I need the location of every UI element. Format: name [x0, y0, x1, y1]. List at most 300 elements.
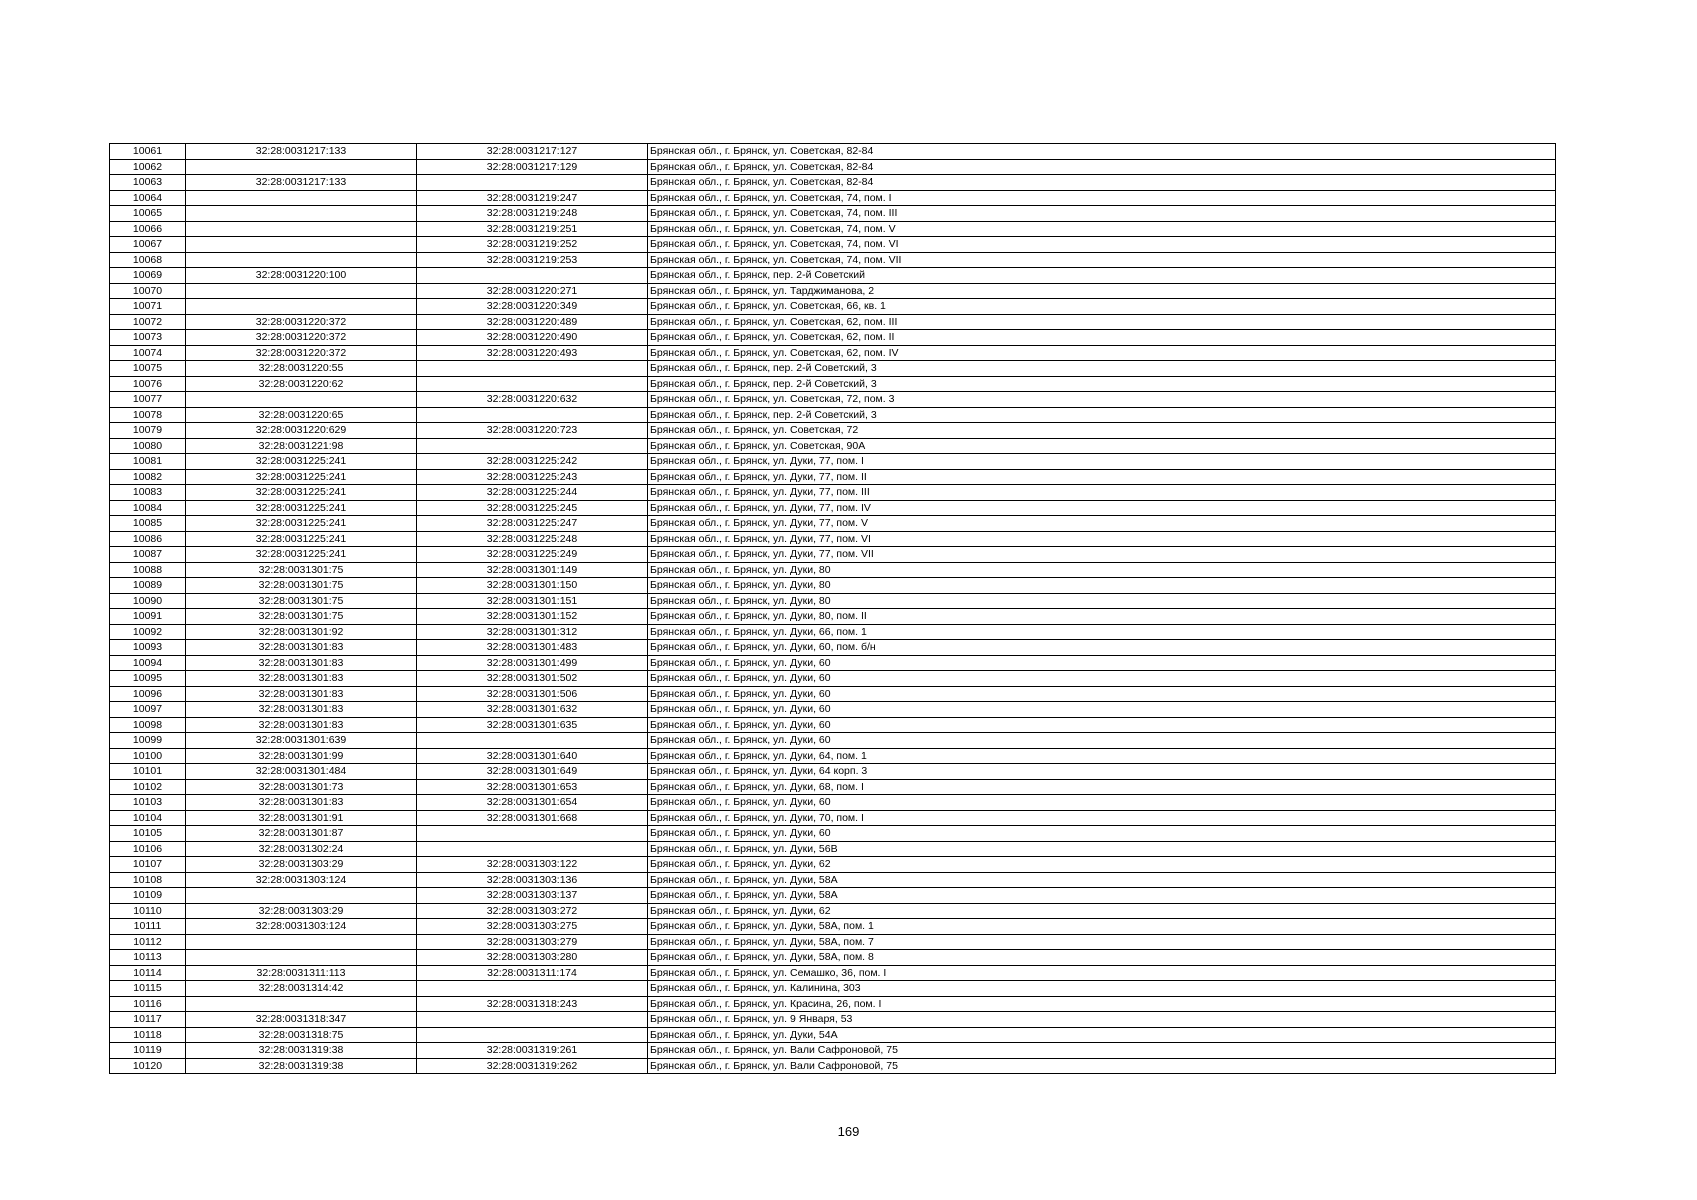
address-cell: Брянская обл., г. Брянск, ул. Советская, 82-84: [648, 144, 1556, 160]
parcel-cadastral-number-cell: 32:28:0031301:75: [186, 578, 417, 594]
address-cell: Брянская обл., г. Брянск, ул. Дуки, 54А: [648, 1027, 1556, 1043]
record-number-cell: 10067: [110, 237, 186, 253]
object-cadastral-number-cell: 32:28:0031301:151: [417, 593, 648, 609]
address-cell: Брянская обл., г. Брянск, ул. Дуки, 56В: [648, 841, 1556, 857]
object-cadastral-number-cell: 32:28:0031301:635: [417, 717, 648, 733]
parcel-cadastral-number-cell: 32:28:0031301:75: [186, 609, 417, 625]
parcel-cadastral-number-cell: 32:28:0031225:241: [186, 500, 417, 516]
address-cell: Брянская обл., г. Брянск, ул. Дуки, 58А, пом. 8: [648, 950, 1556, 966]
table-row: [110, 516, 1556, 532]
parcel-cadastral-number-cell: 32:28:0031220:65: [186, 407, 417, 423]
address-cell: Брянская обл., г. Брянск, ул. Дуки, 77, пом. IV: [648, 500, 1556, 516]
record-number-cell: 10074: [110, 345, 186, 361]
object-cadastral-number-cell: 32:28:0031219:248: [417, 206, 648, 222]
record-number-cell: 10112: [110, 934, 186, 950]
record-number-cell: 10111: [110, 919, 186, 935]
address-cell: Брянская обл., г. Брянск, ул. Дуки, 77, пом. VII: [648, 547, 1556, 563]
record-number-cell: 10101: [110, 764, 186, 780]
parcel-cadastral-number-cell: 32:28:0031318:347: [186, 1012, 417, 1028]
object-cadastral-number-cell: 32:28:0031301:152: [417, 609, 648, 625]
table-row: [110, 547, 1556, 563]
parcel-cadastral-number-cell: 32:28:0031301:83: [186, 640, 417, 656]
table-row: [110, 1058, 1556, 1074]
object-cadastral-number-cell: 32:28:0031225:247: [417, 516, 648, 532]
object-cadastral-number-cell: 32:28:0031301:502: [417, 671, 648, 687]
object-cadastral-number-cell: 32:28:0031225:244: [417, 485, 648, 501]
address-cell: Брянская обл., г. Брянск, ул. Дуки, 60: [648, 686, 1556, 702]
parcel-cadastral-number-cell: 32:28:0031220:372: [186, 330, 417, 346]
parcel-cadastral-number-cell: [186, 283, 417, 299]
parcel-cadastral-number-cell: 32:28:0031311:113: [186, 965, 417, 981]
table-row: [110, 717, 1556, 733]
object-cadastral-number-cell: 32:28:0031303:137: [417, 888, 648, 904]
table-row: [110, 438, 1556, 454]
object-cadastral-number-cell: 32:28:0031217:129: [417, 159, 648, 175]
table-row: [110, 221, 1556, 237]
record-number-cell: 10086: [110, 531, 186, 547]
address-cell: Брянская обл., г. Брянск, ул. Дуки, 80: [648, 562, 1556, 578]
parcel-cadastral-number-cell: 32:28:0031220:372: [186, 314, 417, 330]
table-row: [110, 345, 1556, 361]
record-number-cell: 10110: [110, 903, 186, 919]
address-cell: Брянская обл., г. Брянск, ул. Дуки, 80, пом. II: [648, 609, 1556, 625]
record-number-cell: 10114: [110, 965, 186, 981]
address-cell: Брянская обл., г. Брянск, ул. Дуки, 64 корп. 3: [648, 764, 1556, 780]
object-cadastral-number-cell: 32:28:0031219:247: [417, 190, 648, 206]
address-cell: Брянская обл., г. Брянск, ул. Дуки, 58А, пом. 1: [648, 919, 1556, 935]
parcel-cadastral-number-cell: [186, 950, 417, 966]
record-number-cell: 10104: [110, 810, 186, 826]
parcel-cadastral-number-cell: 32:28:0031220:629: [186, 423, 417, 439]
address-cell: Брянская обл., г. Брянск, ул. Советская, 66, кв. 1: [648, 299, 1556, 315]
parcel-cadastral-number-cell: 32:28:0031301:83: [186, 702, 417, 718]
parcel-cadastral-number-cell: 32:28:0031301:83: [186, 717, 417, 733]
address-cell: Брянская обл., г. Брянск, ул. Тарджиманова, 2: [648, 283, 1556, 299]
address-cell: Брянская обл., г. Брянск, ул. Дуки, 60: [648, 702, 1556, 718]
parcel-cadastral-number-cell: 32:28:0031221:98: [186, 438, 417, 454]
object-cadastral-number-cell: 32:28:0031303:122: [417, 857, 648, 873]
parcel-cadastral-number-cell: 32:28:0031225:241: [186, 531, 417, 547]
record-number-cell: 10106: [110, 841, 186, 857]
table-row: [110, 531, 1556, 547]
record-number-cell: 10084: [110, 500, 186, 516]
record-number-cell: 10085: [110, 516, 186, 532]
table-row: [110, 485, 1556, 501]
parcel-cadastral-number-cell: 32:28:0031301:83: [186, 671, 417, 687]
record-number-cell: 10061: [110, 144, 186, 160]
record-number-cell: 10082: [110, 469, 186, 485]
address-cell: Брянская обл., г. Брянск, ул. Дуки, 58А, пом. 7: [648, 934, 1556, 950]
table-row: [110, 826, 1556, 842]
table-row: [110, 237, 1556, 253]
record-number-cell: 10070: [110, 283, 186, 299]
object-cadastral-number-cell: 32:28:0031301:483: [417, 640, 648, 656]
parcel-cadastral-number-cell: 32:28:0031301:75: [186, 593, 417, 609]
object-cadastral-number-cell: 32:28:0031301:149: [417, 562, 648, 578]
parcel-cadastral-number-cell: [186, 299, 417, 315]
address-cell: Брянская обл., г. Брянск, ул. Дуки, 58А: [648, 888, 1556, 904]
object-cadastral-number-cell: 32:28:0031225:249: [417, 547, 648, 563]
parcel-cadastral-number-cell: 32:28:0031301:73: [186, 779, 417, 795]
object-cadastral-number-cell: 32:28:0031220:349: [417, 299, 648, 315]
address-cell: Брянская обл., г. Брянск, ул. Дуки, 77, пом. III: [648, 485, 1556, 501]
address-cell: Брянская обл., г. Брянск, ул. Советская, 74, пом. V: [648, 221, 1556, 237]
table-row: [110, 252, 1556, 268]
address-cell: Брянская обл., г. Брянск, пер. 2-й Советский, 3: [648, 407, 1556, 423]
object-cadastral-number-cell: 32:28:0031225:248: [417, 531, 648, 547]
parcel-cadastral-number-cell: 32:28:0031303:124: [186, 872, 417, 888]
parcel-cadastral-number-cell: [186, 221, 417, 237]
address-cell: Брянская обл., г. Брянск, ул. Дуки, 62: [648, 857, 1556, 873]
record-number-cell: 10064: [110, 190, 186, 206]
record-number-cell: 10066: [110, 221, 186, 237]
address-cell: Брянская обл., г. Брянск, ул. Дуки, 77, пом. II: [648, 469, 1556, 485]
address-cell: Брянская обл., г. Брянск, ул. Советская, 72, пом. 3: [648, 392, 1556, 408]
address-cell: Брянская обл., г. Брянск, пер. 2-й Советский: [648, 268, 1556, 284]
record-number-cell: 10077: [110, 392, 186, 408]
address-cell: Брянская обл., г. Брянск, ул. Советская, 82-84: [648, 175, 1556, 191]
parcel-cadastral-number-cell: 32:28:0031303:29: [186, 857, 417, 873]
address-cell: Брянская обл., г. Брянск, ул. Советская, 74, пом. I: [648, 190, 1556, 206]
table-row: [110, 857, 1556, 873]
record-number-cell: 10062: [110, 159, 186, 175]
address-cell: Брянская обл., г. Брянск, пер. 2-й Советский, 3: [648, 376, 1556, 392]
address-cell: Брянская обл., г. Брянск, ул. Вали Сафроновой, 75: [648, 1043, 1556, 1059]
address-cell: Брянская обл., г. Брянск, ул. Красина, 26, пом. I: [648, 996, 1556, 1012]
parcel-cadastral-number-cell: 32:28:0031225:241: [186, 516, 417, 532]
address-cell: Брянская обл., г. Брянск, ул. Советская, 62, пом. III: [648, 314, 1556, 330]
table-row: [110, 330, 1556, 346]
record-number-cell: 10075: [110, 361, 186, 377]
parcel-cadastral-number-cell: 32:28:0031220:100: [186, 268, 417, 284]
object-cadastral-number-cell: 32:28:0031220:489: [417, 314, 648, 330]
table-row: [110, 469, 1556, 485]
address-cell: Брянская обл., г. Брянск, ул. 9 Января, 53: [648, 1012, 1556, 1028]
record-number-cell: 10088: [110, 562, 186, 578]
address-cell: Брянская обл., г. Брянск, ул. Дуки, 70, пом. I: [648, 810, 1556, 826]
parcel-cadastral-number-cell: 32:28:0031303:124: [186, 919, 417, 935]
address-cell: Брянская обл., г. Брянск, ул. Дуки, 60: [648, 795, 1556, 811]
record-number-cell: 10099: [110, 733, 186, 749]
address-cell: Брянская обл., г. Брянск, ул. Дуки, 80: [648, 578, 1556, 594]
table-row: [110, 779, 1556, 795]
parcel-cadastral-number-cell: 32:28:0031301:92: [186, 624, 417, 640]
address-cell: Брянская обл., г. Брянск, ул. Дуки, 64, пом. 1: [648, 748, 1556, 764]
table-row: [110, 764, 1556, 780]
object-cadastral-number-cell: 32:28:0031301:150: [417, 578, 648, 594]
object-cadastral-number-cell: [417, 841, 648, 857]
table-row: [110, 624, 1556, 640]
table-row: [110, 175, 1556, 191]
address-cell: Брянская обл., г. Брянск, ул. Дуки, 66, пом. 1: [648, 624, 1556, 640]
record-number-cell: 10095: [110, 671, 186, 687]
address-cell: Брянская обл., г. Брянск, пер. 2-й Советский, 3: [648, 361, 1556, 377]
object-cadastral-number-cell: [417, 268, 648, 284]
object-cadastral-number-cell: 32:28:0031301:653: [417, 779, 648, 795]
record-number-cell: 10081: [110, 454, 186, 470]
object-cadastral-number-cell: [417, 1012, 648, 1028]
address-cell: Брянская обл., г. Брянск, ул. Дуки, 68, пом. I: [648, 779, 1556, 795]
parcel-cadastral-number-cell: 32:28:0031301:75: [186, 562, 417, 578]
table-row: [110, 206, 1556, 222]
table-row: [110, 283, 1556, 299]
record-number-cell: 10090: [110, 593, 186, 609]
address-cell: Брянская обл., г. Брянск, ул. Дуки, 60: [648, 826, 1556, 842]
record-number-cell: 10063: [110, 175, 186, 191]
address-cell: Брянская обл., г. Брянск, ул. Советская, 62, пом. IV: [648, 345, 1556, 361]
parcel-cadastral-number-cell: 32:28:0031301:83: [186, 655, 417, 671]
parcel-cadastral-number-cell: 32:28:0031225:241: [186, 485, 417, 501]
address-cell: Брянская обл., г. Брянск, ул. Советская, 74, пом. VI: [648, 237, 1556, 253]
object-cadastral-number-cell: 32:28:0031225:242: [417, 454, 648, 470]
object-cadastral-number-cell: [417, 1027, 648, 1043]
parcel-cadastral-number-cell: [186, 934, 417, 950]
table-row: [110, 872, 1556, 888]
object-cadastral-number-cell: 32:28:0031301:654: [417, 795, 648, 811]
object-cadastral-number-cell: 32:28:0031303:280: [417, 950, 648, 966]
parcel-cadastral-number-cell: 32:28:0031217:133: [186, 175, 417, 191]
table-row: [110, 996, 1556, 1012]
record-number-cell: 10089: [110, 578, 186, 594]
parcel-cadastral-number-cell: 32:28:0031225:241: [186, 469, 417, 485]
parcel-cadastral-number-cell: 32:28:0031225:241: [186, 454, 417, 470]
object-cadastral-number-cell: 32:28:0031225:245: [417, 500, 648, 516]
parcel-cadastral-number-cell: 32:28:0031301:639: [186, 733, 417, 749]
object-cadastral-number-cell: 32:28:0031219:251: [417, 221, 648, 237]
table-row: [110, 934, 1556, 950]
parcel-cadastral-number-cell: [186, 252, 417, 268]
table-row: [110, 299, 1556, 315]
table-row: [110, 795, 1556, 811]
table-row: [110, 733, 1556, 749]
record-number-cell: 10119: [110, 1043, 186, 1059]
record-number-cell: 10065: [110, 206, 186, 222]
address-cell: Брянская обл., г. Брянск, ул. Дуки, 77, пом. I: [648, 454, 1556, 470]
object-cadastral-number-cell: 32:28:0031303:279: [417, 934, 648, 950]
record-number-cell: 10102: [110, 779, 186, 795]
object-cadastral-number-cell: [417, 361, 648, 377]
address-cell: Брянская обл., г. Брянск, ул. Советская, 74, пом. III: [648, 206, 1556, 222]
object-cadastral-number-cell: 32:28:0031301:640: [417, 748, 648, 764]
object-cadastral-number-cell: 32:28:0031220:271: [417, 283, 648, 299]
parcel-cadastral-number-cell: [186, 392, 417, 408]
record-number-cell: 10083: [110, 485, 186, 501]
record-number-cell: 10096: [110, 686, 186, 702]
record-number-cell: 10105: [110, 826, 186, 842]
address-cell: Брянская обл., г. Брянск, ул. Советская, 82-84: [648, 159, 1556, 175]
table-row: [110, 593, 1556, 609]
record-number-cell: 10079: [110, 423, 186, 439]
parcel-cadastral-number-cell: 32:28:0031301:99: [186, 748, 417, 764]
record-number-cell: 10103: [110, 795, 186, 811]
record-number-cell: 10087: [110, 547, 186, 563]
object-cadastral-number-cell: [417, 376, 648, 392]
table-row: [110, 1027, 1556, 1043]
object-cadastral-number-cell: 32:28:0031217:127: [417, 144, 648, 160]
table-row: [110, 578, 1556, 594]
parcel-cadastral-number-cell: 32:28:0031319:38: [186, 1058, 417, 1074]
object-cadastral-number-cell: [417, 175, 648, 191]
record-number-cell: 10068: [110, 252, 186, 268]
record-number-cell: 10069: [110, 268, 186, 284]
record-number-cell: 10091: [110, 609, 186, 625]
object-cadastral-number-cell: 32:28:0031219:252: [417, 237, 648, 253]
table-row: [110, 686, 1556, 702]
table-row: [110, 655, 1556, 671]
address-cell: Брянская обл., г. Брянск, ул. Дуки, 77, пом. V: [648, 516, 1556, 532]
address-cell: Брянская обл., г. Брянск, ул. Вали Сафроновой, 75: [648, 1058, 1556, 1074]
record-number-cell: 10108: [110, 872, 186, 888]
table-row: [110, 376, 1556, 392]
object-cadastral-number-cell: 32:28:0031319:261: [417, 1043, 648, 1059]
record-number-cell: 10080: [110, 438, 186, 454]
address-cell: Брянская обл., г. Брянск, ул. Дуки, 60: [648, 717, 1556, 733]
registry-table: [109, 143, 1556, 1074]
object-cadastral-number-cell: 32:28:0031219:253: [417, 252, 648, 268]
table-row: [110, 903, 1556, 919]
table-row: [110, 981, 1556, 997]
table-row: [110, 950, 1556, 966]
object-cadastral-number-cell: 32:28:0031225:243: [417, 469, 648, 485]
parcel-cadastral-number-cell: [186, 190, 417, 206]
parcel-cadastral-number-cell: 32:28:0031225:241: [186, 547, 417, 563]
object-cadastral-number-cell: 32:28:0031303:272: [417, 903, 648, 919]
record-number-cell: 10107: [110, 857, 186, 873]
record-number-cell: 10109: [110, 888, 186, 904]
object-cadastral-number-cell: 32:28:0031301:632: [417, 702, 648, 718]
object-cadastral-number-cell: 32:28:0031220:490: [417, 330, 648, 346]
object-cadastral-number-cell: 32:28:0031301:499: [417, 655, 648, 671]
table-row: [110, 609, 1556, 625]
table-row: [110, 919, 1556, 935]
table-row: [110, 841, 1556, 857]
table-row: [110, 314, 1556, 330]
object-cadastral-number-cell: 32:28:0031220:723: [417, 423, 648, 439]
record-number-cell: 10072: [110, 314, 186, 330]
object-cadastral-number-cell: 32:28:0031301:668: [417, 810, 648, 826]
address-cell: Брянская обл., г. Брянск, ул. Калинина, 303: [648, 981, 1556, 997]
parcel-cadastral-number-cell: 32:28:0031220:62: [186, 376, 417, 392]
record-number-cell: 10113: [110, 950, 186, 966]
table-row: [110, 423, 1556, 439]
table-row: [110, 454, 1556, 470]
address-cell: Брянская обл., г. Брянск, ул. Дуки, 77, пом. VI: [648, 531, 1556, 547]
object-cadastral-number-cell: [417, 733, 648, 749]
object-cadastral-number-cell: 32:28:0031311:174: [417, 965, 648, 981]
parcel-cadastral-number-cell: [186, 159, 417, 175]
parcel-cadastral-number-cell: 32:28:0031217:133: [186, 144, 417, 160]
parcel-cadastral-number-cell: 32:28:0031220:55: [186, 361, 417, 377]
address-cell: Брянская обл., г. Брянск, ул. Дуки, 62: [648, 903, 1556, 919]
parcel-cadastral-number-cell: [186, 996, 417, 1012]
object-cadastral-number-cell: 32:28:0031220:632: [417, 392, 648, 408]
address-cell: Брянская обл., г. Брянск, ул. Советская, 62, пом. II: [648, 330, 1556, 346]
address-cell: Брянская обл., г. Брянск, ул. Советская, 90А: [648, 438, 1556, 454]
parcel-cadastral-number-cell: [186, 237, 417, 253]
record-number-cell: 10092: [110, 624, 186, 640]
record-number-cell: 10076: [110, 376, 186, 392]
address-cell: Брянская обл., г. Брянск, ул. Дуки, 60: [648, 671, 1556, 687]
table-row: [110, 1043, 1556, 1059]
address-cell: Брянская обл., г. Брянск, ул. Дуки, 80: [648, 593, 1556, 609]
table-row: [110, 392, 1556, 408]
parcel-cadastral-number-cell: 32:28:0031301:83: [186, 686, 417, 702]
table-row: [110, 159, 1556, 175]
table-row: [110, 1012, 1556, 1028]
parcel-cadastral-number-cell: 32:28:0031301:83: [186, 795, 417, 811]
table-row: [110, 268, 1556, 284]
registry-table-body: [110, 144, 1556, 1074]
record-number-cell: 10115: [110, 981, 186, 997]
table-row: [110, 671, 1556, 687]
table-row: [110, 810, 1556, 826]
page-number: 169: [837, 1124, 860, 1139]
address-cell: Брянская обл., г. Брянск, ул. Дуки, 58А: [648, 872, 1556, 888]
parcel-cadastral-number-cell: 32:28:0031303:29: [186, 903, 417, 919]
object-cadastral-number-cell: 32:28:0031303:136: [417, 872, 648, 888]
registry-table-container: [109, 143, 1555, 1074]
parcel-cadastral-number-cell: 32:28:0031301:91: [186, 810, 417, 826]
record-number-cell: 10118: [110, 1027, 186, 1043]
address-cell: Брянская обл., г. Брянск, ул. Дуки, 60: [648, 733, 1556, 749]
table-row: [110, 888, 1556, 904]
record-number-cell: 10100: [110, 748, 186, 764]
table-row: [110, 748, 1556, 764]
record-number-cell: 10073: [110, 330, 186, 346]
record-number-cell: 10093: [110, 640, 186, 656]
table-row: [110, 640, 1556, 656]
record-number-cell: 10071: [110, 299, 186, 315]
table-row: [110, 190, 1556, 206]
object-cadastral-number-cell: 32:28:0031220:493: [417, 345, 648, 361]
object-cadastral-number-cell: [417, 407, 648, 423]
parcel-cadastral-number-cell: [186, 888, 417, 904]
address-cell: Брянская обл., г. Брянск, ул. Дуки, 60, пом. б/н: [648, 640, 1556, 656]
table-row: [110, 500, 1556, 516]
table-row: [110, 361, 1556, 377]
record-number-cell: 10120: [110, 1058, 186, 1074]
address-cell: Брянская обл., г. Брянск, ул. Советская, 72: [648, 423, 1556, 439]
parcel-cadastral-number-cell: 32:28:0031318:75: [186, 1027, 417, 1043]
address-cell: Брянская обл., г. Брянск, ул. Советская, 74, пом. VII: [648, 252, 1556, 268]
parcel-cadastral-number-cell: 32:28:0031301:484: [186, 764, 417, 780]
record-number-cell: 10097: [110, 702, 186, 718]
record-number-cell: 10116: [110, 996, 186, 1012]
record-number-cell: 10098: [110, 717, 186, 733]
object-cadastral-number-cell: 32:28:0031301:312: [417, 624, 648, 640]
object-cadastral-number-cell: 32:28:0031303:275: [417, 919, 648, 935]
object-cadastral-number-cell: 32:28:0031301:506: [417, 686, 648, 702]
table-row: [110, 407, 1556, 423]
parcel-cadastral-number-cell: 32:28:0031220:372: [186, 345, 417, 361]
parcel-cadastral-number-cell: [186, 206, 417, 222]
table-row: [110, 702, 1556, 718]
table-row: [110, 144, 1556, 160]
object-cadastral-number-cell: 32:28:0031319:262: [417, 1058, 648, 1074]
record-number-cell: 10117: [110, 1012, 186, 1028]
object-cadastral-number-cell: [417, 981, 648, 997]
object-cadastral-number-cell: 32:28:0031318:243: [417, 996, 648, 1012]
parcel-cadastral-number-cell: 32:28:0031301:87: [186, 826, 417, 842]
table-row: [110, 965, 1556, 981]
parcel-cadastral-number-cell: 32:28:0031314:42: [186, 981, 417, 997]
object-cadastral-number-cell: [417, 826, 648, 842]
parcel-cadastral-number-cell: 32:28:0031319:38: [186, 1043, 417, 1059]
object-cadastral-number-cell: [417, 438, 648, 454]
table-row: [110, 562, 1556, 578]
record-number-cell: 10094: [110, 655, 186, 671]
record-number-cell: 10078: [110, 407, 186, 423]
